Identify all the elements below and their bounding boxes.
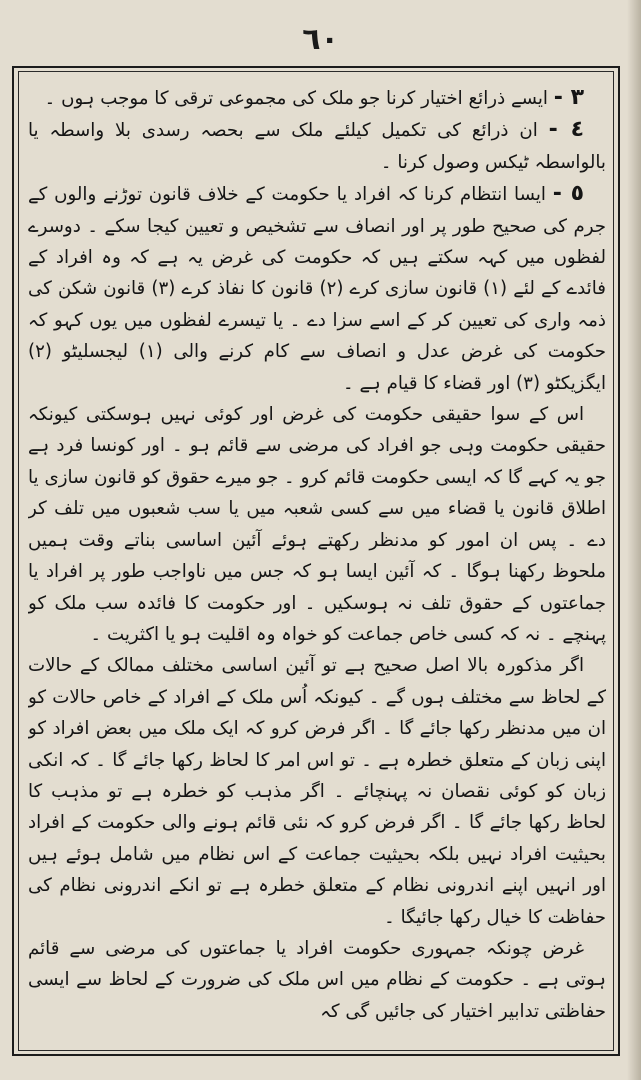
paragraph-text: اگر مذکورہ بالا اصل صحیح ہے تو آئین اساسی مختلف ممالک کے حالات کے لحاظ سے مختلف ہوں گے ۔ کیونکہ اُس ملک کے افراد کے خاص حالات کو ان میں مدنظر رکھا جائے گا ۔ اگر فرض کرو کہ ایک ملک میں بعض افراد کو اپنی زبان کے متعلق خطرہ ہے ۔ تو اس امر کا لحاظ رکھا جائے گا ۔ کہ انکی زبان کو کوئی نقصان نہ پہنچائے ۔ اگر مذہب کو خطرہ ہے تو مذہب کا لحاظ رکھا جائے گا ۔ اگر فرض کرو کہ نئی قائم ہونے والی حکومت کے افراد بحیثیت افراد نہیں بلکہ بحیثیت جماعت کے اس نظام میں شامل ہوئے ہیں اور انہیں اپنے اندرونی نظام کے متعلق خطرہ ہے تو انکے اندرونی نظام کی حفاظت کا خیال رکھا جائیگا ۔ bbox=[28, 655, 606, 928]
paragraph-text: ایسے ذرائع اختیار کرنا جو ملک کی مجموعی ترقی کا موجب ہوں ۔ bbox=[44, 88, 548, 109]
page-number: ٦٠ bbox=[302, 22, 339, 57]
item-marker: ٤ - bbox=[548, 117, 584, 143]
paragraph-item-5 bbox=[28, 178, 606, 399]
item-marker: ٥ - bbox=[552, 181, 584, 207]
paragraph bbox=[28, 399, 606, 650]
paragraph-text: ایسا انتظام کرنا کہ افراد یا حکومت کے خلاف قانون توڑنے والوں کے جرم کی صحیح طور پر اور انصاف سے تشخیص و تعیین کیجا سکے ۔ دوسرے لفظوں میں کہہ سکتے ہیں کہ حکومت کی غرض یہ ہے کہ وہ افراد کے فائدے کے لئے (١) قانون سازی کرے (٢) قانون کا نفاذ کرے (٣) قانون شکن کی ذمہ واری کی تعیین کر کے اسے سزا دے ۔ یا تیسرے لفظوں میں یوں کہو کہ حکومت کی غرض عدل و انصاف سے کام کرنے والی (١) لیجسلیٹو (٢) ایگزیکٹو (٣) اور قضاء کا قیام ہے ۔ bbox=[28, 184, 606, 394]
paragraph-text: غرض چونکہ جمہوری حکومت افراد یا جماعتوں کی مرضی سے قائم ہوتی ہے ۔ حکومت کے نظام میں اس ملک کی ضرورت کے لحاظ سے ایسی حفاظتی تدابیر اختیار کی جائیں گی کہ bbox=[28, 937, 606, 1022]
paragraph-item-3 bbox=[28, 82, 606, 114]
paragraph bbox=[28, 650, 606, 933]
paragraph-item-4 bbox=[28, 114, 606, 178]
paragraph-text: اس کے سوا حقیقی حکومت کی غرض اور کوئی نہیں ہوسکتی کیونکہ حقیقی حکومت وہی جو افراد کی مرضی سے قائم ہو ۔ اور کونسا فرد ہے جو یہ کہے گا کہ ایسی حکومت قائم کرو ۔ جو میرے حقوق کو قانون سازی یا اطلاق قانون یا قضاء میں سے کسی شعبہ میں یا سب شعبوں میں تلف کر دے ۔ پس ان امور کو مدنظر رکھتے ہوئے آئین اساسی بناتے وقت ہمیں ملحوظ رکھنا ہوگا ۔ کہ آئین ایسا ہو کہ جس میں ناواجب طور پر افراد یا جماعتوں کے حقوق تلف نہ ہوسکیں ۔ اور حکومت کا فائدہ سب ملک کو پہنچے ۔ نہ کہ کسی خاص جماعت کو خواہ وہ اقلیت ہو یا اکثریت ۔ bbox=[28, 404, 606, 645]
item-marker: ٣ - bbox=[553, 85, 584, 110]
paragraph-text: ان ذرائع کی تکمیل کیلئے ملک سے بحصہ رسدی بلا واسطہ یا بالواسطہ ٹیکس وصول کرنا ۔ bbox=[28, 120, 606, 173]
paragraph bbox=[28, 933, 606, 1027]
page-body-text bbox=[28, 82, 606, 1042]
page-edge-shadow bbox=[627, 0, 641, 1080]
